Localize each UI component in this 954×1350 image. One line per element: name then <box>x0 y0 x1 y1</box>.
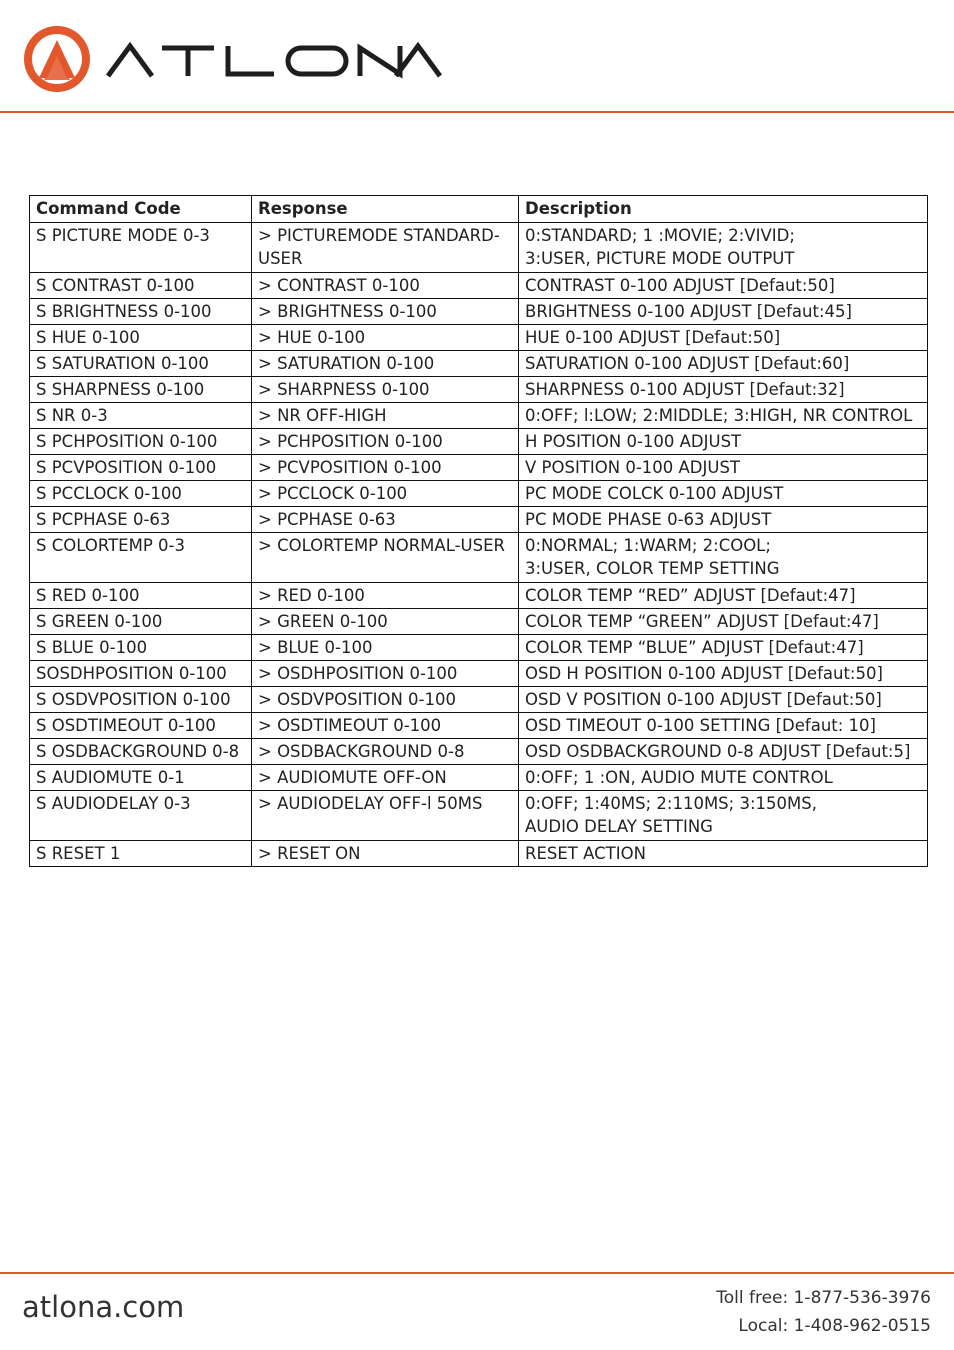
command-code-cell: S CONTRAST 0-100 <box>30 273 252 299</box>
response-cell: > SATURATION 0-100 <box>252 351 519 377</box>
command-code-cell: S PCCLOCK 0-100 <box>30 481 252 507</box>
description-cell: 0:OFF; 1 :ON, AUDIO MUTE CONTROL <box>519 765 928 791</box>
table-row <box>30 455 928 481</box>
command-code-cell: S AUDIOMUTE 0-1 <box>30 765 252 791</box>
response-cell: > BRIGHTNESS 0-100 <box>252 299 519 325</box>
command-code-cell: S PCHPOSITION 0-100 <box>30 429 252 455</box>
toll-free-number: Toll free: 1-877-536-3976 <box>716 1288 931 1308</box>
atlona-wordmark <box>108 46 440 76</box>
response-cell: > OSDHPOSITION 0-100 <box>252 661 519 687</box>
response-cell: > PCCLOCK 0-100 <box>252 481 519 507</box>
table-row <box>30 713 928 739</box>
response-cell: > AUDIOMUTE OFF-ON <box>252 765 519 791</box>
table-row <box>30 299 928 325</box>
response-cell: > NR OFF-HIGH <box>252 403 519 429</box>
response-cell: > RESET ON <box>252 841 519 867</box>
local-number: Local: 1-408-962-0515 <box>738 1316 931 1336</box>
command-code-cell: S GREEN 0-100 <box>30 609 252 635</box>
description-cell: 0:NORMAL; 1:WARM; 2:COOL; 3:USER, COLOR TEMP SETTING <box>519 533 928 583</box>
description-cell: PC MODE PHASE 0-63 ADJUST <box>519 507 928 533</box>
description-cell: SHARPNESS 0-100 ADJUST [Defaut:32] <box>519 377 928 403</box>
description-cell: COLOR TEMP “RED” ADJUST [Defaut:47] <box>519 583 928 609</box>
description-cell: OSD H POSITION 0-100 ADJUST [Defaut:50] <box>519 661 928 687</box>
description-cell: OSD OSDBACKGROUND 0-8 ADJUST [Defaut:5] <box>519 739 928 765</box>
response-cell: > PCVPOSITION 0-100 <box>252 455 519 481</box>
table-row <box>30 481 928 507</box>
contact-info <box>716 1284 931 1340</box>
command-code-cell: S OSDVPOSITION 0-100 <box>30 687 252 713</box>
atlona-logo <box>22 24 442 94</box>
response-cell: > SHARPNESS 0-100 <box>252 377 519 403</box>
response-cell: > RED 0-100 <box>252 583 519 609</box>
response-cell: > OSDVPOSITION 0-100 <box>252 687 519 713</box>
response-cell: > COLORTEMP NORMAL-USER <box>252 533 519 583</box>
table-row <box>30 429 928 455</box>
command-code-cell: S BRIGHTNESS 0-100 <box>30 299 252 325</box>
table-row <box>30 635 928 661</box>
atlona-logo-icon <box>24 26 90 92</box>
table-row <box>30 841 928 867</box>
table-row <box>30 533 928 583</box>
command-code-cell: S COLORTEMP 0-3 <box>30 533 252 583</box>
column-header-description: Description <box>519 196 928 223</box>
description-cell: H POSITION 0-100 ADJUST <box>519 429 928 455</box>
description-cell: HUE 0-100 ADJUST [Defaut:50] <box>519 325 928 351</box>
column-header-command-code: Command Code <box>30 196 252 223</box>
response-cell: > HUE 0-100 <box>252 325 519 351</box>
command-code-cell: S PCPHASE 0-63 <box>30 507 252 533</box>
table-body <box>30 223 928 867</box>
description-cell: 0:OFF; 1:40MS; 2:110MS; 3:150MS, AUDIO DELAY SETTING <box>519 791 928 841</box>
description-cell: SATURATION 0-100 ADJUST [Defaut:60] <box>519 351 928 377</box>
response-cell: > CONTRAST 0-100 <box>252 273 519 299</box>
response-cell: > GREEN 0-100 <box>252 609 519 635</box>
description-cell: RESET ACTION <box>519 841 928 867</box>
command-code-cell: S OSDBACKGROUND 0-8 <box>30 739 252 765</box>
command-code-cell: S RED 0-100 <box>30 583 252 609</box>
table-row <box>30 661 928 687</box>
table-row <box>30 687 928 713</box>
response-cell: > OSDTIMEOUT 0-100 <box>252 713 519 739</box>
command-code-cell: S PICTURE MODE 0-3 <box>30 223 252 273</box>
description-cell: OSD TIMEOUT 0-100 SETTING [Defaut: 10] <box>519 713 928 739</box>
table-row <box>30 609 928 635</box>
response-cell: > PCHPOSITION 0-100 <box>252 429 519 455</box>
table-row <box>30 273 928 299</box>
command-code-cell: S OSDTIMEOUT 0-100 <box>30 713 252 739</box>
description-cell: V POSITION 0-100 ADJUST <box>519 455 928 481</box>
page-header <box>0 0 954 112</box>
column-header-response: Response <box>252 196 519 223</box>
table-row <box>30 765 928 791</box>
response-cell: > PCPHASE 0-63 <box>252 507 519 533</box>
table-row <box>30 583 928 609</box>
description-cell: OSD V POSITION 0-100 ADJUST [Defaut:50] <box>519 687 928 713</box>
table-row <box>30 507 928 533</box>
table-row <box>30 739 928 765</box>
description-cell: CONTRAST 0-100 ADJUST [Defaut:50] <box>519 273 928 299</box>
description-cell: 0:STANDARD; 1 :MOVIE; 2:VIVID; 3:USER, PICTURE MODE OUTPUT <box>519 223 928 273</box>
command-code-cell: S SATURATION 0-100 <box>30 351 252 377</box>
command-code-cell: S AUDIODELAY 0-3 <box>30 791 252 841</box>
response-cell: > BLUE 0-100 <box>252 635 519 661</box>
header-divider <box>0 111 954 113</box>
table-row <box>30 377 928 403</box>
command-code-cell: S BLUE 0-100 <box>30 635 252 661</box>
response-cell: > AUDIODELAY OFF-l 50MS <box>252 791 519 841</box>
description-cell: 0:OFF; l:LOW; 2:MIDDLE; 3:HIGH, NR CONTROL <box>519 403 928 429</box>
table-row <box>30 325 928 351</box>
description-cell: BRIGHTNESS 0-100 ADJUST [Defaut:45] <box>519 299 928 325</box>
description-cell: COLOR TEMP “BLUE” ADJUST [Defaut:47] <box>519 635 928 661</box>
description-cell: PC MODE COLCK 0-100 ADJUST <box>519 481 928 507</box>
command-code-cell: S PCVPOSITION 0-100 <box>30 455 252 481</box>
website-link[interactable]: atlona.com <box>22 1290 185 1324</box>
table-row <box>30 403 928 429</box>
command-code-cell: S HUE 0-100 <box>30 325 252 351</box>
description-cell: COLOR TEMP “GREEN” ADJUST [Defaut:47] <box>519 609 928 635</box>
command-code-cell: S RESET 1 <box>30 841 252 867</box>
command-code-cell: SOSDHPOSITION 0-100 <box>30 661 252 687</box>
table-row <box>30 351 928 377</box>
table-header-row <box>30 196 928 223</box>
response-cell: > OSDBACKGROUND 0-8 <box>252 739 519 765</box>
table-row <box>30 791 928 841</box>
command-code-cell: S NR 0-3 <box>30 403 252 429</box>
table-row <box>30 223 928 273</box>
command-table <box>29 195 928 867</box>
command-code-cell: S SHARPNESS 0-100 <box>30 377 252 403</box>
footer-divider <box>0 1272 954 1274</box>
response-cell: > PICTUREMODE STANDARD- USER <box>252 223 519 273</box>
